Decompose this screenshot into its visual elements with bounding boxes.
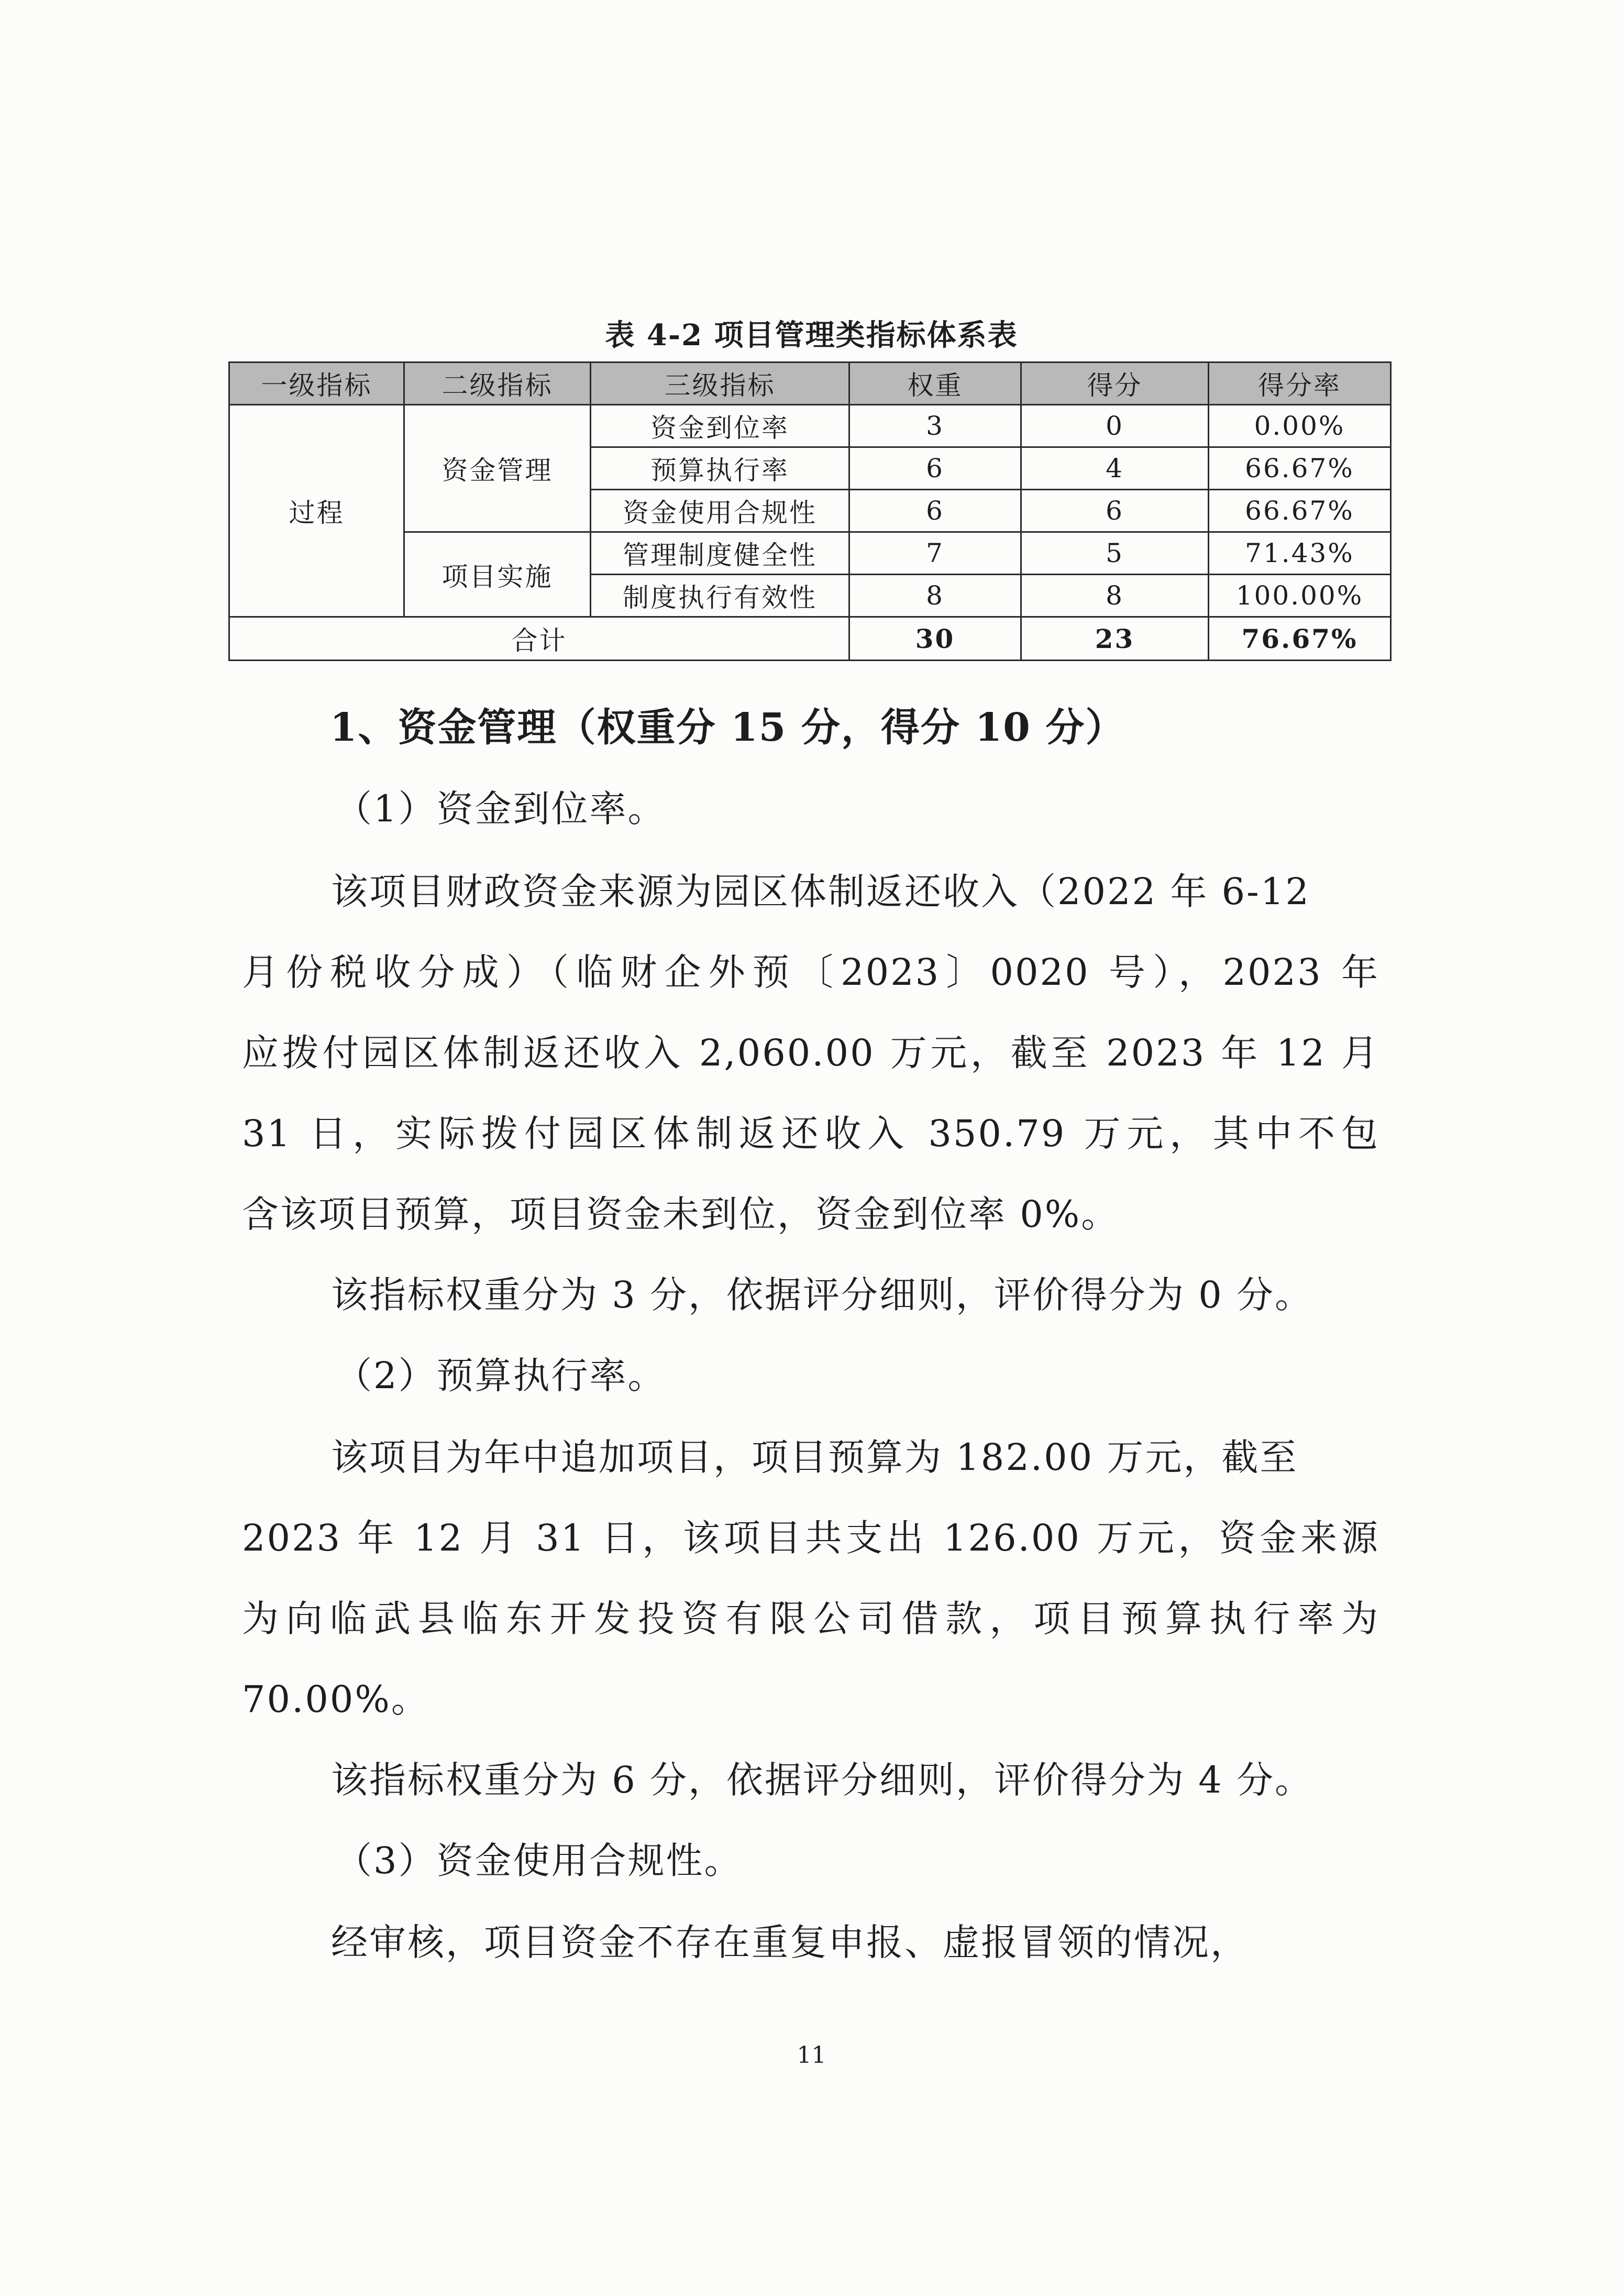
- level2-cell: 项目实施: [404, 532, 591, 617]
- rate-cell: 66.67%: [1209, 490, 1391, 532]
- header-weight: 权重: [849, 362, 1021, 405]
- subheading-budget-execution: （2）预算执行率。: [335, 1354, 666, 1397]
- indicator-cell: 资金到位率: [591, 405, 849, 447]
- rate-cell: 66.67%: [1209, 447, 1391, 490]
- rate-cell: 0.00%: [1209, 405, 1391, 447]
- header-rate: 得分率: [1209, 362, 1391, 405]
- table-row: [229, 405, 1391, 447]
- weight-cell: 6: [849, 490, 1021, 532]
- level2-cell: 资金管理: [404, 405, 591, 532]
- score-cell: 6: [1021, 490, 1209, 532]
- table-caption: 表 4-2 项目管理类指标体系表: [605, 318, 1018, 353]
- paragraph-line: 该指标权重分为 6 分，依据评分细则，评价得分为 4 分。: [331, 1759, 1313, 1801]
- paragraph-line: 该指标权重分为 3 分，依据评分细则，评价得分为 0 分。: [331, 1273, 1313, 1316]
- total-rate: 76.67%: [1209, 617, 1391, 661]
- paragraph-line: 经审核，项目资金不存在重复申报、虚报冒领的情况，: [331, 1921, 1249, 1964]
- paragraph-line: 70.00%。: [242, 1678, 429, 1721]
- paragraph-line: 含该项目预算，项目资金未到位，资金到位率 0%。: [242, 1193, 1120, 1236]
- weight-cell: 6: [849, 447, 1021, 490]
- score-cell: 0: [1021, 405, 1209, 447]
- paragraph-line: 31 日，实际拨付园区体制返还收入 350.79 万元，其中不包: [242, 1112, 1379, 1155]
- score-cell: 4: [1021, 447, 1209, 490]
- weight-cell: 8: [849, 575, 1021, 617]
- paragraph-line: 应拨付园区体制返还收入 2,060.00 万元，截至 2023 年 12 月: [242, 1031, 1379, 1074]
- subheading-fund-arrival: （1）资金到位率。: [335, 787, 666, 830]
- paragraph-line: 2023 年 12 月 31 日，该项目共支出 126.00 万元，资金来源: [242, 1517, 1379, 1559]
- indicator-cell: 制度执行有效性: [591, 575, 849, 617]
- score-cell: 5: [1021, 532, 1209, 575]
- page-number: 11: [797, 2042, 826, 2069]
- indicator-cell: 预算执行率: [591, 447, 849, 490]
- header-score: 得分: [1021, 362, 1209, 405]
- paragraph-line: 月份税收分成）（临财企外预〔2023〕0020 号），2023 年: [242, 951, 1379, 994]
- header-level2: 二级指标: [404, 362, 591, 405]
- total-row: [229, 617, 1391, 661]
- level1-cell: 过程: [229, 405, 404, 617]
- paragraph-line: 该项目财政资金来源为园区体制返还收入（2022 年 6-12: [331, 870, 1310, 913]
- paragraph-line: 为向临武县临东开发投资有限公司借款，项目预算执行率为: [242, 1597, 1379, 1640]
- indicator-table: [228, 361, 1392, 661]
- total-score: 23: [1021, 617, 1209, 661]
- total-weight: 30: [849, 617, 1021, 661]
- weight-cell: 3: [849, 405, 1021, 447]
- paragraph-line: 该项目为年中追加项目，项目预算为 182.00 万元，截至: [331, 1436, 1298, 1479]
- section-heading: 1、资金管理（权重分 15 分，得分 10 分）: [330, 705, 1125, 750]
- indicator-cell: 资金使用合规性: [591, 490, 849, 532]
- table-header-row: [229, 362, 1391, 405]
- subheading-fund-compliance: （3）资金使用合规性。: [335, 1839, 743, 1882]
- score-cell: 8: [1021, 575, 1209, 617]
- rate-cell: 100.00%: [1209, 575, 1391, 617]
- header-level3: 三级指标: [591, 362, 849, 405]
- indicator-cell: 管理制度健全性: [591, 532, 849, 575]
- total-label: 合计: [229, 617, 849, 661]
- weight-cell: 7: [849, 532, 1021, 575]
- header-level1: 一级指标: [229, 362, 404, 405]
- rate-cell: 71.43%: [1209, 532, 1391, 575]
